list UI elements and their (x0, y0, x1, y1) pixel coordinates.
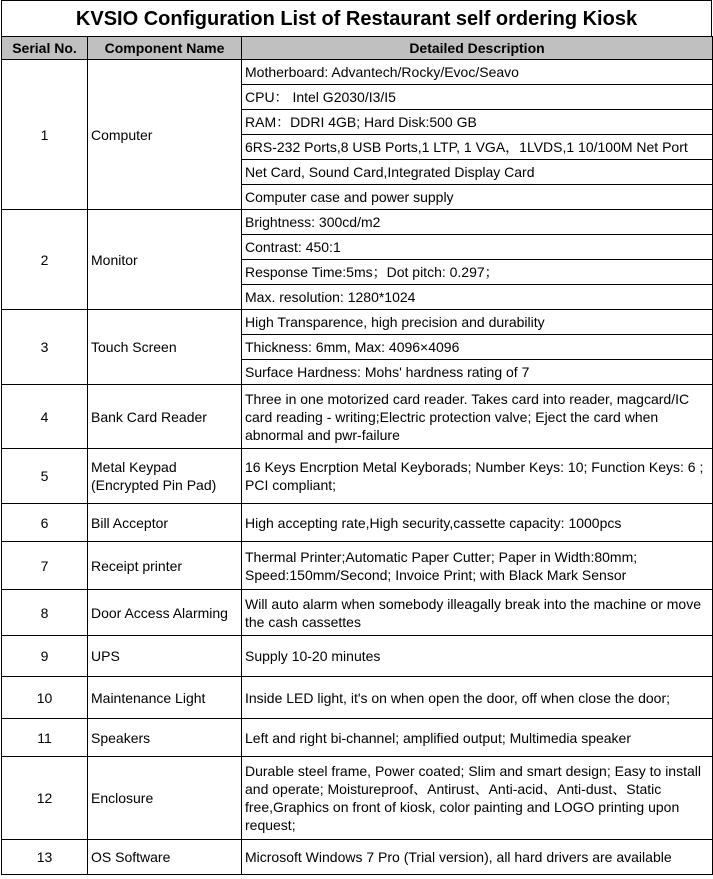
serial-cell: 1 (2, 60, 88, 210)
component-cell: Maintenance Light (88, 677, 242, 719)
component-cell: Speakers (88, 719, 242, 757)
serial-cell: 4 (2, 385, 88, 449)
component-header: Component Name (88, 37, 242, 60)
description-cell: Inside LED light, it's on when open the door, off when close the door; (242, 677, 713, 719)
serial-cell: 11 (2, 719, 88, 757)
component-cell: OS Software (88, 840, 242, 875)
table-row (2, 449, 713, 504)
description-cell: 16 Keys Encrption Metal Keyborads; Number Keys: 10; Function Keys: 6 ; PCI compliant; (242, 449, 713, 504)
table-row (2, 60, 713, 85)
serial-cell: 7 (2, 542, 88, 590)
table-row (2, 385, 713, 449)
component-cell: Bank Card Reader (88, 385, 242, 449)
description-cell: Microsoft Windows 7 Pro (Trial version), all hard drivers are available (242, 840, 713, 875)
serial-cell: 9 (2, 636, 88, 677)
description-cell: Surface Hardness: Mohs' hardness rating of 7 (242, 360, 713, 385)
description-cell: Thermal Printer;Automatic Paper Cutter; Paper in Width:80mm; Speed:150mm/Second; Invoice Print; with Black Mark Sensor (242, 542, 713, 590)
table-row (2, 719, 713, 757)
table-row (2, 840, 713, 875)
description-cell: Contrast: 450:1 (242, 235, 713, 260)
serial-cell: 2 (2, 210, 88, 310)
description-cell: High Transparence, high precision and durability (242, 310, 713, 335)
table-row (2, 504, 713, 542)
table-row (2, 590, 713, 636)
component-cell: Metal Keypad (Encrypted Pin Pad) (88, 449, 242, 504)
serial-header: Serial No. (2, 37, 88, 60)
serial-cell: 8 (2, 590, 88, 636)
config-sheet (1, 0, 712, 875)
description-cell: Motherboard: Advantech/Rocky/Evoc/Seavo (242, 60, 713, 85)
serial-cell: 3 (2, 310, 88, 385)
description-cell: Max. resolution: 1280*1024 (242, 285, 713, 310)
component-cell: Touch Screen (88, 310, 242, 385)
component-cell: Enclosure (88, 757, 242, 840)
table-row (2, 210, 713, 235)
description-cell: Three in one motorized card reader. Takes card into reader, magcard/IC card reading - writing;Electric protection valve; Eject the card when abnormal and pwr-failure (242, 385, 713, 449)
description-cell: Response Time:5ms；Dot pitch: 0.297； (242, 260, 713, 285)
serial-cell: 6 (2, 504, 88, 542)
description-cell: High accepting rate,High security,cassette capacity: 1000pcs (242, 504, 713, 542)
component-cell: UPS (88, 636, 242, 677)
description-cell: Will auto alarm when somebody illeagally break into the machine or move the cash cassettes (242, 590, 713, 636)
description-header: Detailed Description (242, 37, 713, 60)
description-cell: RAM：DDRI 4GB; Hard Disk:500 GB (242, 110, 713, 135)
config-table (1, 36, 713, 875)
serial-cell: 10 (2, 677, 88, 719)
description-cell: Supply 10-20 minutes (242, 636, 713, 677)
component-cell: Door Access Alarming (88, 590, 242, 636)
serial-cell: 13 (2, 840, 88, 875)
component-cell: Receipt printer (88, 542, 242, 590)
table-row (2, 757, 713, 840)
description-cell: Durable steel frame, Power coated; Slim and smart design; Easy to install and operate; Moistureproof、Antirust、Anti-acid、Anti-dust、Static free,Graphics on front of kiosk, color painting and LOGO printing upon request; (242, 757, 713, 840)
description-cell: Thickness: 6mm, Max: 4096×4096 (242, 335, 713, 360)
table-row (2, 542, 713, 590)
description-cell: Computer case and power supply (242, 185, 713, 210)
description-cell: Left and right bi-channel; amplified output; Multimedia speaker (242, 719, 713, 757)
description-cell: CPU： Intel G2030/I3/I5 (242, 85, 713, 110)
table-row (2, 636, 713, 677)
component-cell: Monitor (88, 210, 242, 310)
table-row (2, 677, 713, 719)
serial-cell: 12 (2, 757, 88, 840)
description-cell: 6RS-232 Ports,8 USB Ports,1 LTP, 1 VGA，1LVDS,1 10/100M Net Port (242, 135, 713, 160)
serial-cell: 5 (2, 449, 88, 504)
description-cell: Net Card, Sound Card,Integrated Display Card (242, 160, 713, 185)
table-body (2, 60, 713, 875)
component-cell: Bill Acceptor (88, 504, 242, 542)
page-title: KVSIO Configuration List of Restaurant self ordering Kiosk (1, 0, 712, 36)
description-cell: Brightness: 300cd/m2 (242, 210, 713, 235)
header-row (2, 37, 713, 60)
component-cell: Computer (88, 60, 242, 210)
table-row (2, 310, 713, 335)
